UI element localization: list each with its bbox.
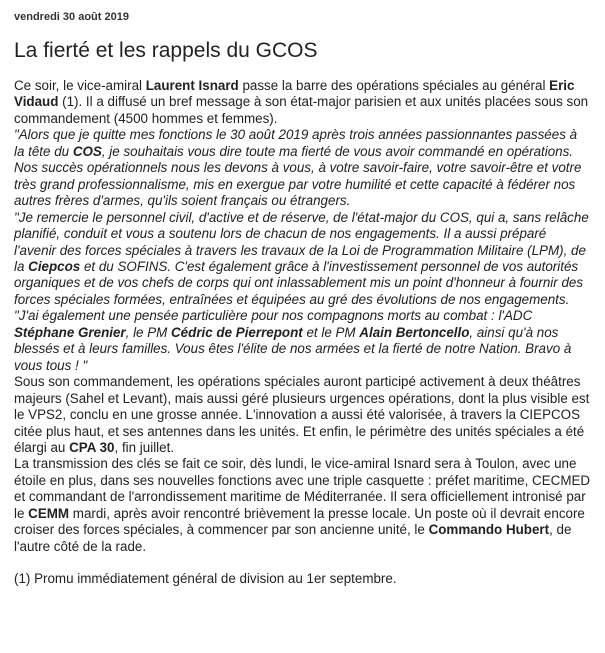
text-span: Ce soir, le vice-amiral <box>14 78 146 93</box>
name-cedric-de-pierrepont: Cédric de Pierrepont <box>171 324 303 340</box>
text-span: "Alors que je quitte mes fonctions le 30 août 2019 après trois années passionnantes passées à la tête du <box>14 127 578 159</box>
footnote: (1) Promu immédiatement général de division au 1er septembre. <box>14 571 397 587</box>
bold-cos: COS <box>72 143 102 159</box>
text-span: mardi, après avoir rencontré brièvement la presse locale. Un poste où il devrait encore croiser des forces spéciales, à commencer par son ancienne unité, le <box>14 505 585 538</box>
quote-paragraph-2 <box>14 210 591 309</box>
bold-cpa30: CPA 30 <box>69 439 115 455</box>
paragraph-command <box>14 374 591 456</box>
quote-paragraph-1 <box>14 127 591 209</box>
text-span: (1). Il a diffusé un bref message à son état-major parisien et aux unités placées sous son commandement (4500 hommes et femmes). <box>14 94 589 126</box>
text-span: , de l'autre côté de la rade. <box>14 522 572 554</box>
text-span: "J'ai également une pensée particulière pour nos compagnons morts au combat : l'ADC <box>14 308 533 324</box>
quote-paragraph-3 <box>14 308 591 374</box>
name-alain-bertoncello: Alain Bertoncello <box>359 324 470 340</box>
bold-cemm: CEMM <box>28 505 70 521</box>
name-stephane-grenier: Stéphane Grenier <box>14 324 126 340</box>
bold-ciepcos: Ciepcos <box>28 258 81 274</box>
text-span: , je souhaitais vous dire toute ma fierté de vous avoir commandé en opérations. Nos succès opérationnels nous les devons à vous, à votre savoir-faire, votre savoir-être et votre très grand professionnalisme, mis en exergue par votre humilité et cette capacité à fédérer nos autres frères d'armes, qu'ils soient français ou étrangers. <box>14 143 582 209</box>
spacer <box>14 555 591 571</box>
post-title: La fierté et les rappels du GCOS <box>14 39 318 62</box>
paragraph-intro <box>14 78 591 127</box>
text-span: et du SOFINS. C'est également grâce à l'investissement personnel de vos autorités organiques et de vos chefs de corps qui ont inlassablement mis un point d'honneur à fournir des forces spéciales formées, entraînées et équipées au gré des évolutions de nos engagements. <box>14 258 584 307</box>
text-span: , le PM <box>125 324 172 340</box>
text-span: "Je remercie le personnel civil, d'active et de réserve, de l'état-major du COS, qui a, sans relâche planifié, conduit et vous a soutenu lors de chacun de nos engagements. Il a aussi préparé l'avenir des forces spéciales à travers les travaux de la Loi de Programmation Militaire (LPM), de la <box>14 209 589 274</box>
text-span: Sous son commandement, les opérations spéciales auront participé activement à deux théâtres majeurs (Sahel et Levant), mais aussi géré plusieurs urgences opérations, dont la plus visible est le VPS2, conclu en une grosse année. L'innovation a aussi été valorisée, à travers la CIEPCOS citée plus haut, et ses antennes dans les unités. Et enfin, le périmètre des unités spéciales a été élargi au <box>14 374 590 455</box>
paragraph-transmission <box>14 456 591 555</box>
text-span: , ainsi qu'à nos blessés et à leurs familles. Vous êtes l'élite de nos armées et la fierté de notre Nation. Bravo à vous tous ! " <box>14 324 572 373</box>
post-date: vendredi 30 août 2019 <box>14 11 129 23</box>
name-eric-vidaud: Eric Vidaud <box>14 78 575 110</box>
text-span: passe la barre des opérations spéciales au général <box>238 78 550 93</box>
text-span: , fin juillet. <box>114 439 175 455</box>
text-span: La transmission des clés se fait ce soir, dès lundi, le vice-amiral Isnard sera à Toulon, avec une étoile en plus, dans ses nouvelles fonctions avec une triple casquette : préfet maritime, CECMED et commandant de l'arrondissement maritime de Méditerranée. Il sera officiellement intronisé par le <box>14 456 591 521</box>
name-laurent-isnard: Laurent Isnard <box>145 78 239 93</box>
bold-commando-hubert: Commando Hubert <box>428 522 550 538</box>
post-body <box>14 78 591 588</box>
text-span: et le PM <box>302 324 360 340</box>
